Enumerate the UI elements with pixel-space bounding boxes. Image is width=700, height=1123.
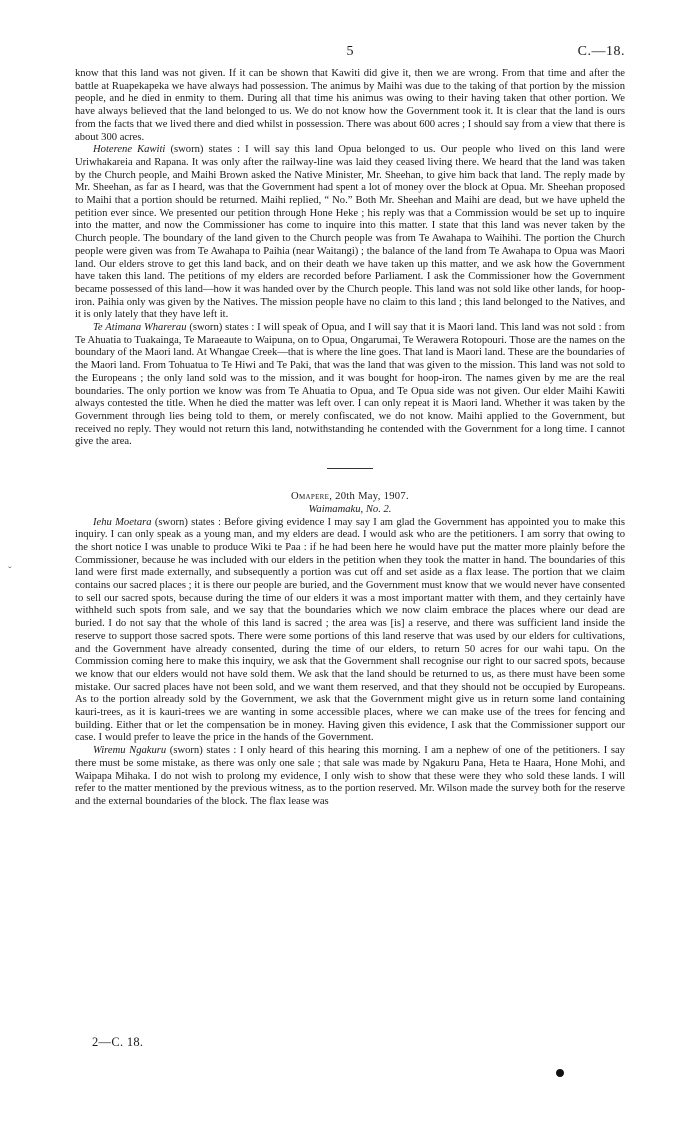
testimony-text: (sworn) states : I will speak of Opua, and I will say that it is Maori land. This land was not sold : from Te Ahuatia to Tuakainga, Te Maraeaute to Waipuna, on to Opua, Ongarumai, Te Werawera Rotopouri. Those are the names on the boundary of the Maori land. At Whangae Creek—that is where the line goes. That land is Maori land. These are the boundaries of the Maori land. From Tohuatua to Te Hiwi and Te Paki, that was the land that was given to the mission. This land was not sold to the Europeans ; the only land sold was to the mission, and it was bought for hoop-iron. The names given by me are the real boundaries. The only portion we know was from Te Ahuatia to Opua, and Te Opua side was not given. Our elder Maihi Kawiti always contested the title. When he died the matter was left over. I can only repeat it is Maori land. Whether it was taken by the Government through lies being told to them, or merely confiscated, we do not know. Maihi applied to the Government, but received no reply. They would not return this land, notwithstanding he contended with the Government for a long time. I cannot give the area. bbox=[75, 322, 625, 448]
document-body bbox=[75, 68, 625, 809]
section-place: Omapere bbox=[291, 491, 330, 503]
section-heading bbox=[75, 491, 625, 504]
section-divider bbox=[327, 468, 373, 469]
section-subtitle: Waimamaku, No. 2. bbox=[308, 503, 392, 515]
intro-paragraph: know that this land was not given. If it can be shown that Kawiti did give it, then we are wrong. From that time and after the battle at Ruapekapeka we have always had possession. The animus by Maihi was due to the taking of that portion by the mission people, and he died in enmity to them. During all that time his animus was owing to their having taken that other portion. We have always believed that the land belonged to us. We do not know how the Government took it. It is clear that the land is ours from the facts that we lived there and died whilst in possession. There was about 600 acres ; I should say from a view that there is about 300 acres. bbox=[75, 68, 625, 143]
section-date: , 20th May, 1907. bbox=[329, 491, 409, 503]
witness-name: Te Atimana Wharerau bbox=[93, 322, 187, 334]
testimony-text: (sworn) states : I will say this land Opua belonged to us. Our people who lived on this land were Uriwhakareia and Rapana. It was only after the railway-line was laid they ceased living there. We heard that the land was taken by the Church people, and Maihi Brown asked the Native Minister, Mr. Sheehan, to give him back that land. The reply made by Mr. Sheehan, as far as I heard, was that the Government had spent a lot of money over the block at Opua. Mr. Sheehan proposed to Maihi that a portion should be returned. Maihi replied, “ No.” Both Mr. Sheehan and Maihi are dead, but we have upheld the petition ever since. We presented our petition through Hone Heke ; his reply was that a Commission would be set up to inquire into the matter, and now the Commissioner has come to inquire into this matter. I state that this land was never taken by the Church people. The boundary of the land given to the Church people was from Te Awahapa to Waihihi. The portion the Church people were given was from Te Awahapa to Paihia (near Waitangi) ; the balance of the land from Te Awahapa to Opua was Maori land. Our elders strove to get this land back, and on their death we have taken up this matter, and we ask how the Government have taken this land. The petitions of my elders are recorded before Parliament. I ask the Commissioner how the Government became possessed of this land—how it was handed over by the Church people. This land was not sold like other lands, for hoop-iron. Paihia only was given by the Natives. The mission people have no claim to this land ; this land belonged to the Natives, and it is only lately that they have left it. bbox=[75, 144, 626, 321]
document-reference: C.—18. bbox=[577, 44, 625, 59]
scan-speck: ˇ bbox=[8, 565, 12, 577]
page-header bbox=[75, 44, 625, 64]
witness-name: Iehu Moetara bbox=[93, 516, 152, 528]
testimony-text: (sworn) states : I only heard of this hearing this morning. I am a nephew of one of the petitioners. I say there must be some mistake, as there was only one sale ; that sale was made by Ngakuru Pana, Heta te Haara, Hone Mohi, and Waipapa Mihaka. I do not wish to prolong my evidence, I only wish to show that these were they who sold these lands. I will refer to the matter mentioned by the previous witness, as to the portion reserved. Mr. Wilson made the survey both for the reserve and the external boundaries of the block. The flax lease was bbox=[75, 745, 625, 807]
testimony-paragraph bbox=[75, 322, 625, 449]
witness-name: Wiremu Ngakuru bbox=[93, 745, 167, 757]
ink-dot bbox=[556, 1069, 564, 1077]
testimony-paragraph bbox=[75, 144, 625, 322]
testimony-paragraph bbox=[75, 517, 625, 746]
page-number: 5 bbox=[346, 44, 354, 59]
testimony-paragraph bbox=[75, 745, 625, 809]
testimony-text: (sworn) states : Before giving evidence I may say I am glad the Government has appointed you to make this inquiry. I can only speak as a young man, and my elders are dead. I would ask who are the petitioners. I am sorry that owing to the short notice I was unable to produce Wiki te Paa : if he had been here he would have put the matter more plainly before the Commissioner, because he was included with our elders in the petition when they took the matter in hand. The boundaries of this land were first made externally, and subsequently a portion was cut off and set aside as a flax lease. The portion that we claim contains our sacred places ; it is there our people are buried, and the Government must know that we would never have consented to sell our sacred spots, because during the time of our elders it was a most important matter with them, and they certainly have withheld such spots from sale, and we say that the boundaries which we now claim embrace the places where our dead are buried. I do not say that the whole of this land is sacred ; the area was [is] a reserve, and there was sufficient land inside the reserve to support those sacred spots. There were some portions of this land reserve that was used by our elders for cultivations, and the Government have already consented, during the time of our elders, to return 50 acres for our wahi tapu. On the Commission coming here to make this inquiry, we ask that the Government shall recognise our right to our sacred spots, because we know that our elders would not have sold them. We ask that the land should be returned to us, as there must have been some mistake. Our sacred places have not been sold, and we want them reserved, and that they should not be occupied by Europeans. As to the portion already sold by the Government, we ask that the Government might give us in return some land containing kauri-trees, as it is kauri-trees we are wanting in some accessible places, where we can make use of the trees for fencing and building. Either that or let the compensation be in money. Having given this evidence, I ask that the Commissioner support our case. I would prefer to leave the price in the hands of the Government. bbox=[75, 516, 625, 744]
printer-signature: 2—C. 18. bbox=[92, 1035, 144, 1049]
witness-name: Hoterene Kawiti bbox=[93, 144, 166, 156]
